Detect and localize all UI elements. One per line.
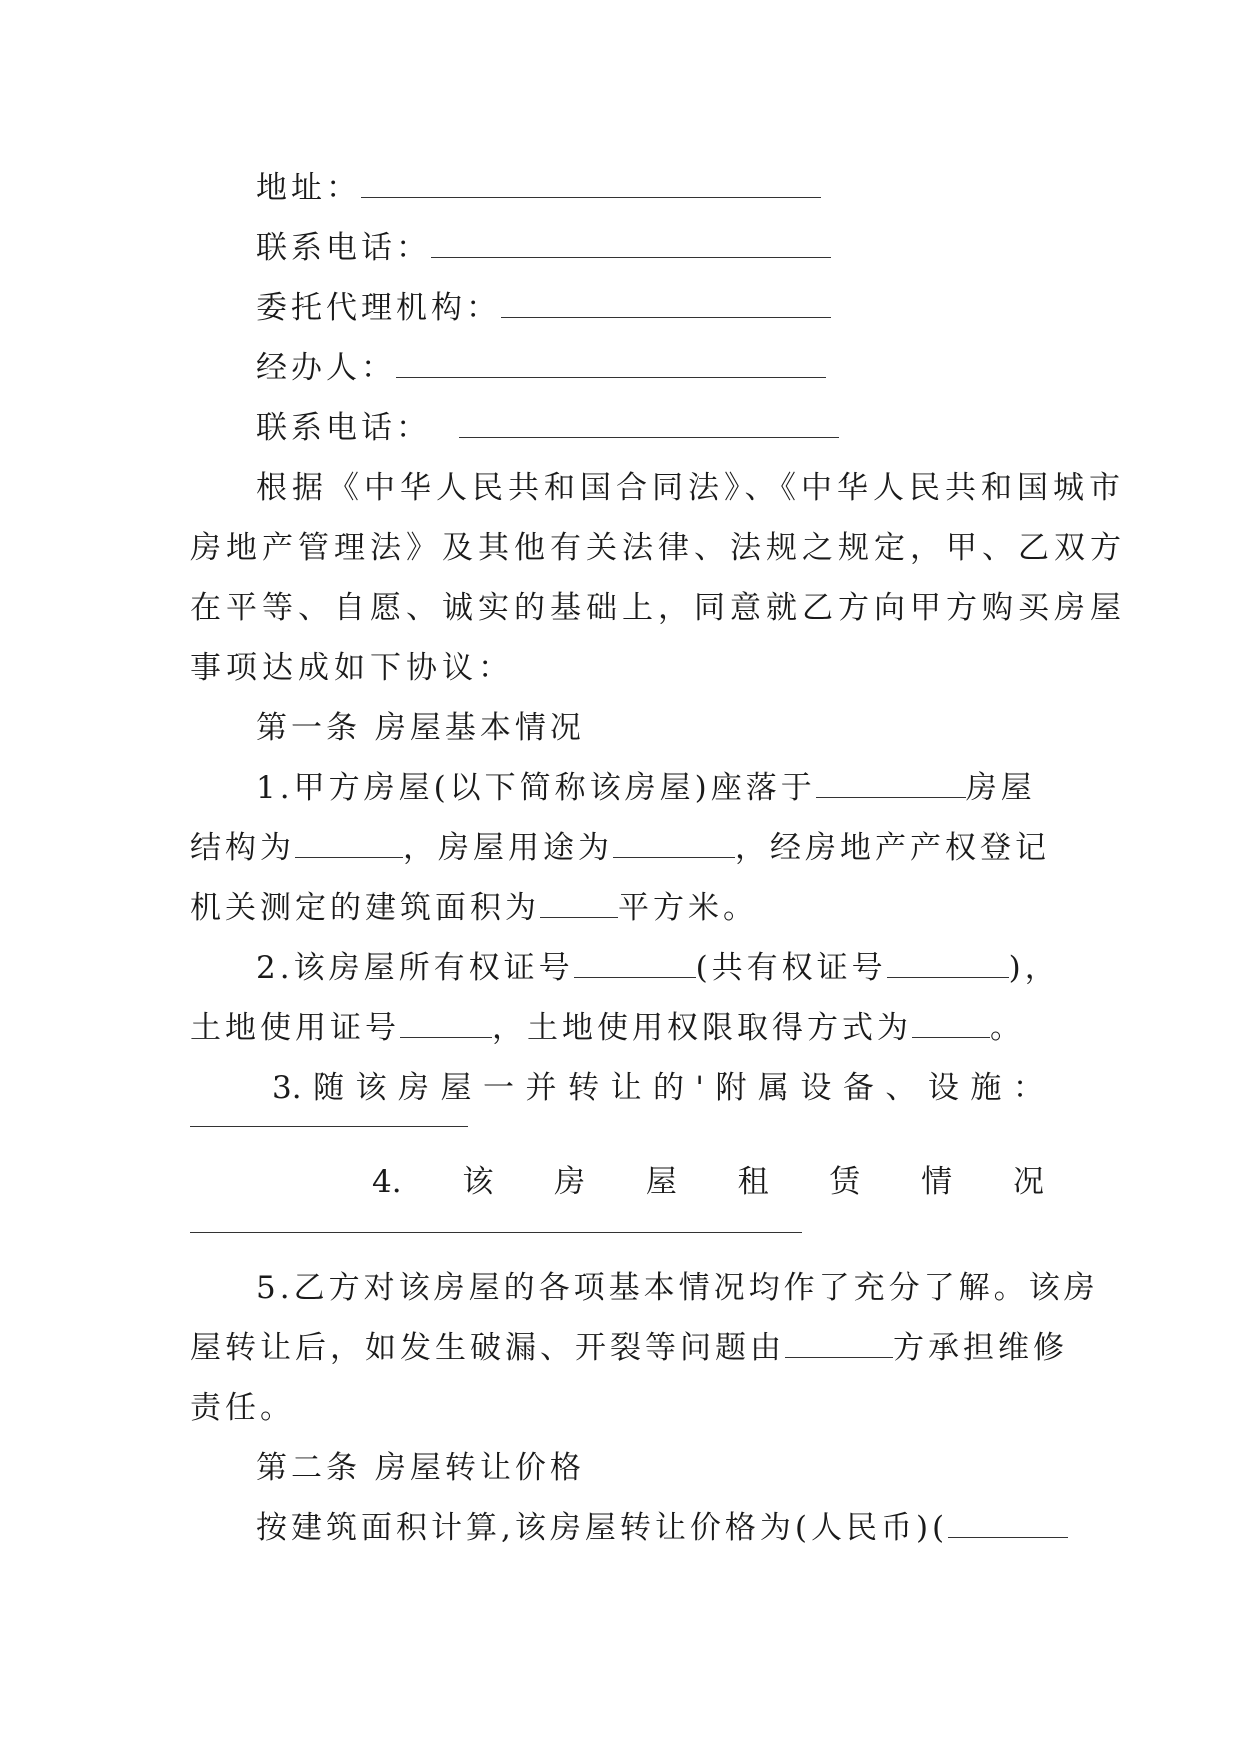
- phone-line-2: [256, 408, 839, 448]
- item-5-text-c: 方承担维修: [893, 1330, 1068, 1366]
- item-3-char: 设: [927, 1070, 959, 1106]
- item-2-line-2: [190, 1008, 1025, 1048]
- item-3-char: 、: [885, 1070, 917, 1106]
- land-cert-blank: [400, 1009, 492, 1038]
- item-3-char: ': [695, 1070, 704, 1106]
- preamble-line-2: 房地产管理法》及其他有关法律、法规之规定，甲、乙双方: [190, 530, 1126, 566]
- structure-blank: [295, 829, 403, 858]
- item-1-line-1: [256, 768, 1036, 808]
- item-5-line-3: 责任。: [190, 1390, 295, 1426]
- phone-blank-2: [459, 409, 839, 438]
- address-blank: [361, 169, 821, 198]
- item-2-line-1: [256, 948, 1060, 988]
- area-blank: [540, 889, 618, 918]
- item-4-char: 屋: [645, 1164, 677, 1200]
- item-2-text-f: 。: [990, 1010, 1025, 1046]
- item-1-text-a: 1.甲方房屋(以下简称该房屋)座落于: [256, 770, 816, 806]
- item-1-text-b: 房屋: [965, 770, 1036, 806]
- item-3-char: 该: [355, 1070, 387, 1106]
- item-4-char: 赁: [829, 1164, 861, 1200]
- agency-line: [256, 288, 831, 328]
- item-1-text-d: ，房屋用途为: [403, 830, 613, 866]
- item-2-text-b: (共有权证号: [695, 950, 887, 986]
- item-2-text-d: 土地使用证号: [190, 1010, 400, 1046]
- item-3-char: 附: [715, 1070, 747, 1106]
- ownership-cert-blank: [574, 949, 696, 978]
- item-4-char: 房: [554, 1164, 586, 1200]
- item-2-text-a: 2.该房屋所有权证号: [256, 950, 574, 986]
- handler-label: 经办人：: [256, 350, 396, 386]
- preamble-line-4: 事项达成如下协议：: [190, 650, 514, 686]
- phone-line-1: [256, 228, 831, 268]
- item-1-text-c: 结构为: [190, 830, 295, 866]
- item-4-char: 4.: [372, 1164, 402, 1200]
- preamble-line-3: 在平等、自愿、诚实的基础上，同意就乙方向甲方购买房屋: [190, 590, 1126, 626]
- item-3-char: 屋: [440, 1070, 472, 1106]
- item-3-char: 属: [757, 1070, 789, 1106]
- item-4-char: 该: [462, 1164, 494, 1200]
- item-3-char: 备: [842, 1070, 874, 1106]
- co-ownership-cert-blank: [887, 949, 1009, 978]
- item-3-char: 一: [483, 1070, 514, 1106]
- item-1-text-g: 平方米。: [618, 890, 758, 926]
- item-3-char: 并: [525, 1070, 557, 1106]
- price-blank: [948, 1509, 1068, 1538]
- item-3-char: 的: [652, 1070, 684, 1106]
- item-1-line-3: [190, 888, 758, 928]
- item-5-line-2: [190, 1328, 1068, 1368]
- price-text: 按建筑面积计算,该房屋转让价格为(人民币)(: [256, 1510, 949, 1546]
- item-3-char: 随: [313, 1070, 345, 1106]
- item-4-char: 况: [1012, 1164, 1044, 1200]
- item-2-text-c: )，: [1008, 950, 1060, 986]
- fixtures-blank: [190, 1126, 468, 1127]
- item-3-line: [272, 1068, 1044, 1108]
- agency-blank: [501, 289, 831, 318]
- item-1-text-e: ，经房地产产权登记: [735, 830, 1050, 866]
- item-4-char: 情: [921, 1164, 953, 1200]
- address-line: [256, 168, 821, 208]
- item-3-char: 施: [970, 1070, 1002, 1106]
- item-5-line-1: 5.乙方对该房屋的各项基本情况均作了充分了解。该房: [256, 1270, 1099, 1306]
- phone-blank-1: [431, 229, 831, 258]
- item-3-char: 让: [610, 1070, 642, 1106]
- item-4-char: 租: [737, 1164, 769, 1200]
- phone-label-2: 联系电话：: [256, 410, 431, 446]
- phone-label-1: 联系电话：: [256, 230, 431, 266]
- article-2-line-1: [256, 1508, 1068, 1548]
- usage-blank: [613, 829, 735, 858]
- lease-status-blank: [190, 1232, 802, 1233]
- item-1-line-2: [190, 828, 1050, 868]
- preamble-line-1: 根据《中华人民共和国合同法》、《中华人民共和国城市: [256, 470, 1125, 506]
- article-1-title: 第一条 房屋基本情况: [256, 710, 585, 746]
- address-label: 地址：: [256, 170, 361, 206]
- item-3-char: 3.: [272, 1070, 302, 1106]
- handler-blank: [396, 349, 826, 378]
- item-3-char: ：: [1012, 1070, 1044, 1106]
- item-4-line: [372, 1162, 1044, 1202]
- item-3-char: 房: [398, 1070, 430, 1106]
- article-2-title: 第二条 房屋转让价格: [256, 1450, 585, 1486]
- item-1-text-f: 机关测定的建筑面积为: [190, 890, 540, 926]
- item-3-char: 设: [800, 1070, 832, 1106]
- location-blank: [816, 769, 966, 798]
- item-2-text-e: ，土地使用权限取得方式为: [492, 1010, 912, 1046]
- handler-line: [256, 348, 826, 388]
- agency-label: 委托代理机构：: [256, 290, 501, 326]
- item-5-text-b: 屋转让后，如发生破漏、开裂等问题由: [190, 1330, 785, 1366]
- repair-party-blank: [785, 1329, 893, 1358]
- land-acquisition-blank: [912, 1009, 990, 1038]
- item-3-char: 转: [567, 1070, 599, 1106]
